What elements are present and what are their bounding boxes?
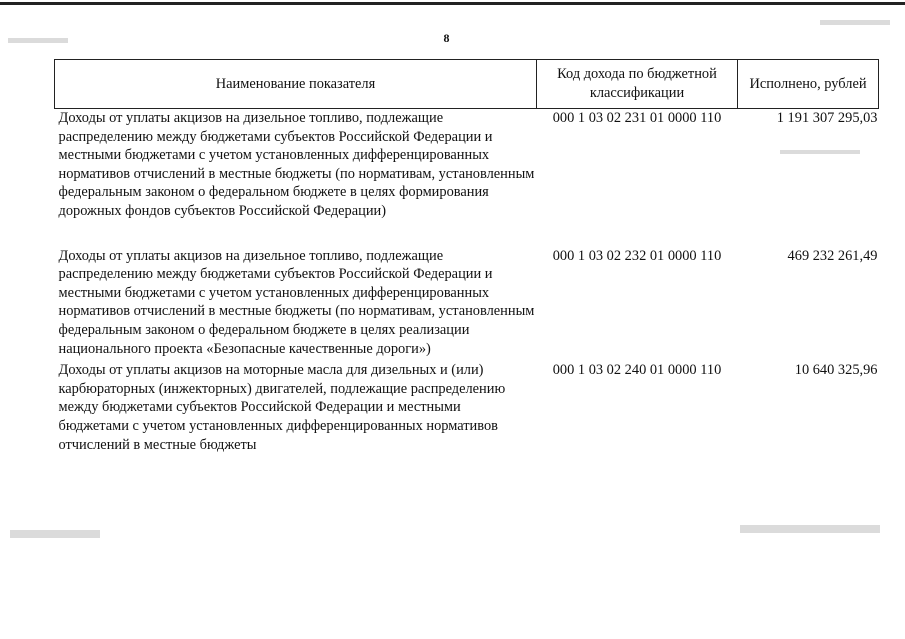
scan-noise [820,20,890,25]
indicator-name: Доходы от уплаты акцизов на моторные масла для дизельных и (или) карбюраторных (инжекторных) двигателей, подлежащие распределению между бюджетами субъектов Российской Федерации и местными бюджетами с учетом установленных дифференцированных нормативов отчислений в местные бюджеты [58,362,506,453]
table-row [55,247,879,362]
indicator-name: Доходы от уплаты акцизов на дизельное топливо, подлежащие распределению между бюджетами субъектов Российской Федерации и местными бюджетами с учетом установленных дифференцированных нормативов отчислений в местные бюджеты (по нормативам, установленным федеральным законом о федеральном бюджете в целях реализации национального проекта «Безопасные качественные дороги») [58,247,535,357]
column-header-name: Наименование показателя [55,60,537,109]
executed-amount: 469 232 261,49 [787,247,878,264]
scan-noise [740,525,880,533]
revenue-table [54,59,879,454]
revenue-code: 000 1 03 02 232 01 0000 110 [552,247,722,264]
scan-noise [10,530,100,538]
indicator-name: Доходы от уплаты акцизов на дизельное топливо, подлежащие распределению между бюджетами субъектов Российской Федерации и местными бюджетами с учетом установленных дифференцированных нормативов отчислений в местные бюджеты (по нормативам, установленным федеральным законом о федеральном бюджете в целях формирования дорожных фондов субъектов Российской Федерации) [58,110,535,219]
revenue-code: 000 1 03 02 240 01 0000 110 [552,362,722,379]
column-header-amount: Исполнено, рублей [738,60,879,109]
executed-amount: 1 191 307 295,03 [776,110,878,126]
table-row [55,361,879,454]
executed-amount: 10 640 325,96 [794,362,878,379]
revenue-code: 000 1 03 02 231 01 0000 110 [552,110,722,126]
column-header-code: Код дохода по бюджетной классификации [537,60,738,109]
page-number: 8 [443,31,450,45]
table-row [55,109,879,247]
top-rule [0,2,905,5]
table-header-row [55,60,879,109]
